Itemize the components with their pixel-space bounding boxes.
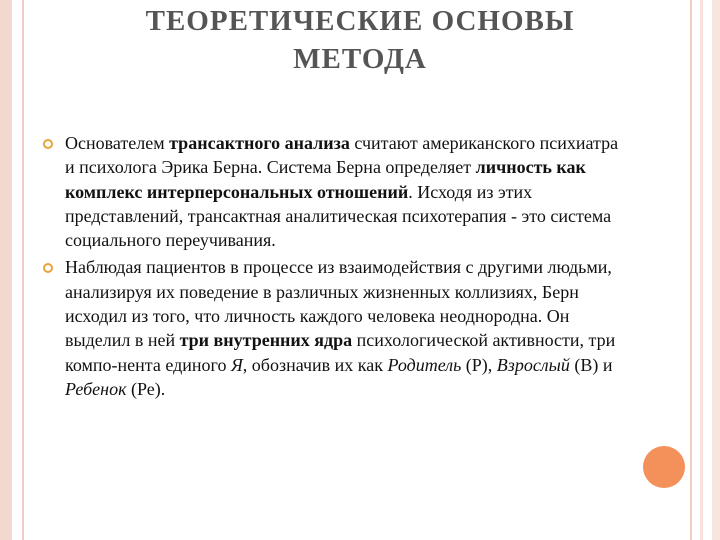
bullet-run-italic: Родитель xyxy=(387,354,462,375)
bullet-circle-icon xyxy=(43,263,53,273)
bullet-text xyxy=(65,257,615,398)
bullet-run: (Ре). xyxy=(126,378,166,399)
bullet-list xyxy=(40,131,630,401)
left-frame-line xyxy=(22,0,24,540)
bullet-run-italic: Взрослый xyxy=(496,354,570,375)
bullet-run-bold: трансактного анализа xyxy=(169,133,350,153)
bullet-item xyxy=(40,255,630,401)
bullet-item xyxy=(40,131,630,252)
bullet-run: , обозначив их как xyxy=(242,354,388,375)
right-frame-line-outer xyxy=(700,0,703,540)
bullet-run-bold: три внутренних ядра xyxy=(179,330,353,351)
bullet-run: Основателем xyxy=(65,133,170,153)
bullet-run: психологической активности, три компо-нента единого xyxy=(65,330,616,375)
bullet-run-italic: Я xyxy=(230,354,243,375)
bullet-run: . Исходя из этих представлений, трансактная аналитическая психотерапия - это система социального переучивания. xyxy=(65,181,612,251)
bullet-run-italic: Ребенок xyxy=(65,378,127,399)
right-border-band xyxy=(712,0,720,540)
left-border-band xyxy=(0,0,12,540)
bullet-run: (В) и xyxy=(569,354,613,375)
right-frame-line xyxy=(690,0,692,540)
bullet-run: Наблюдая пациентов в процессе из взаимодействия с другими людьми, анализируя их поведение в различных жизненных коллизиях, Берн исходил из того, что личность каждого человека неоднородна. Он выделил в ней xyxy=(65,257,612,351)
bullet-run: (Р), xyxy=(461,354,497,375)
bullet-text xyxy=(65,133,618,250)
bullet-circle-icon xyxy=(43,139,53,149)
bullet-run: считают американского психиатра и психолога Эрика Берна. Система Берна определяет xyxy=(65,133,619,178)
slide-title-line-1: ТЕОРЕТИЧЕСКИЕ ОСНОВЫ xyxy=(145,5,575,37)
slide-title-line-2: МЕТОДА xyxy=(293,43,427,75)
slide-title xyxy=(60,2,660,78)
decorative-circle xyxy=(643,446,685,488)
bullet-run-bold: личность как комплекс интерперсональных отношений xyxy=(65,157,586,202)
